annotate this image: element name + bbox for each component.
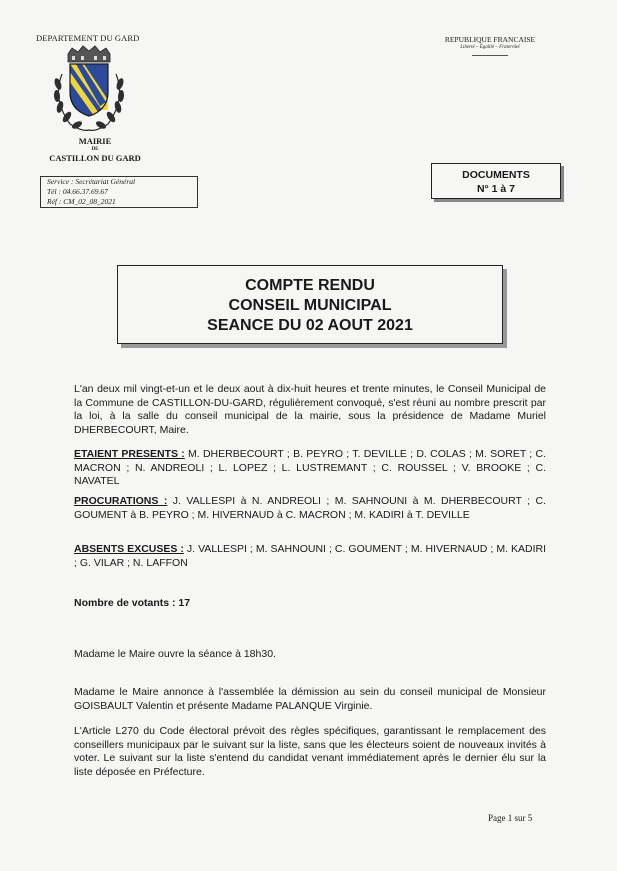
republic-motto: Liberté – Égalité – Fraternité bbox=[460, 45, 520, 50]
motto-divider bbox=[472, 55, 508, 56]
presents-label: ETAIENT PRESENTS : bbox=[74, 448, 185, 460]
votants-count: Nombre de votants : 17 bbox=[74, 597, 191, 609]
presents-paragraph bbox=[74, 448, 546, 489]
mairie-title: MAIRIE bbox=[78, 136, 112, 146]
service-line: Service : Secrétariat Général bbox=[47, 177, 136, 186]
title-line-2: CONSEIL MUNICIPAL bbox=[228, 297, 392, 314]
page-number: Page 1 sur 5 bbox=[488, 813, 533, 823]
title-box bbox=[117, 265, 503, 344]
department-label: DEPARTEMENT DU GARD bbox=[36, 33, 140, 43]
service-ref: Réf : CM_02_08_2021 bbox=[47, 197, 116, 206]
procurations-label: PROCURATIONS : bbox=[74, 495, 168, 507]
mairie-town: CASTILLON DU GARD bbox=[49, 152, 141, 163]
opening-paragraph: Madame le Maire ouvre la séance à 18h30. bbox=[74, 648, 276, 660]
resignation-paragraph: Madame le Maire annonce à l'assemblée la démission au sein du conseil municipal de Monsieur GOISBAULT Valentin et présente Madame PALANQUE Virginie. bbox=[74, 686, 546, 712]
service-tel: Tél : 04.66.37.69.67 bbox=[47, 187, 108, 196]
absents-label: ABSENTS EXCUSES : bbox=[74, 543, 184, 555]
title-line-3: SEANCE DU 02 AOUT 2021 bbox=[207, 317, 413, 334]
article-paragraph: L'Article L270 du Code électoral prévoit des règles spécifiques, garantissant le remplacement des conseillers municipaux par le suivant sur la liste, sans que les électeurs soient de nouveaux invités à voter. Le suivant sur la liste s'entend du candidat venant immédiatement après le dernier élu sur la liste déposée en Préfecture. bbox=[74, 725, 546, 778]
documents-range: N° 1 à 7 bbox=[476, 183, 516, 195]
intro-paragraph: L'an deux mil vingt-et-un et le deux aout à dix-huit heures et trente minutes, le Conseil Municipal de la Commune de CASTILLON-DU-GARD, régulièrement convoqué, s'est réuni au nombre prescrit par la loi, à la salle du conseil municipal de la mairie, sous la présidence de Madame Muriel DHERBECOURT, Maire. bbox=[74, 383, 546, 436]
documents-box bbox=[431, 163, 561, 199]
mairie-de: DE bbox=[91, 146, 99, 152]
republic-block bbox=[430, 35, 550, 56]
procurations-paragraph bbox=[74, 495, 546, 522]
presents-list: M. DHERBECOURT ; B. PEYRO ; T. DEVILLE ; D. COLAS ; M. SORET ; C. MACRON ; N. ANDREOLI ; L. LOPEZ ; L. LUSTREMANT ; C. ROUSSEL ; V. BROOKE ; C. NAVATEL bbox=[74, 448, 546, 487]
town-crest-icon bbox=[48, 44, 130, 134]
republic-label: REPUBLIQUE FRANCAISE bbox=[444, 35, 536, 44]
absents-list: J. VALLESPI ; M. SAHNOUNI ; C. GOUMENT ; M. HIVERNAUD ; M. KADIRI ; G. VILAR ; N. LAFFON bbox=[74, 543, 547, 569]
mairie-block bbox=[39, 136, 151, 164]
procurations-list: J. VALLESPI à N. ANDREOLI ; M. SAHNOUNI à M. DHERBECOURT ; C. GOUMENT à B. PEYRO ; M. HIVERNAUD à C. MACRON ; M. KADIRI à T. DEVILLE bbox=[74, 495, 546, 521]
documents-label: DOCUMENTS bbox=[462, 169, 530, 181]
service-box bbox=[40, 176, 198, 208]
title-line-1: COMPTE RENDU bbox=[245, 277, 375, 294]
absents-paragraph bbox=[74, 543, 546, 570]
